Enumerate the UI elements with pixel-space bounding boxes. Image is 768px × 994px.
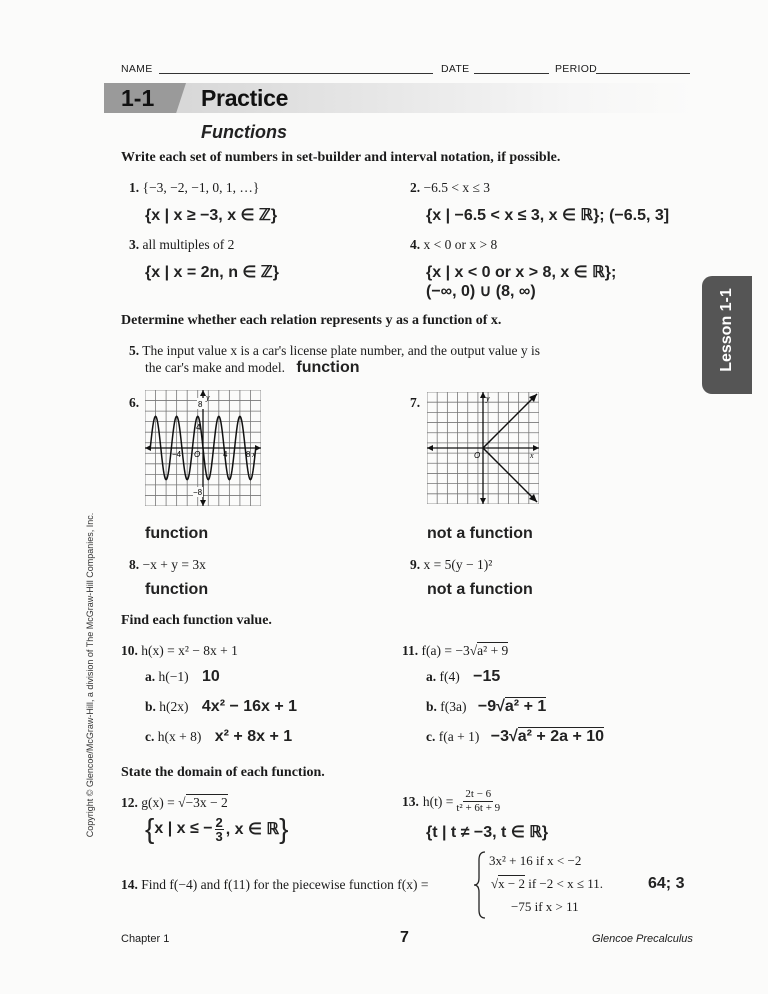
answer-10a: 10: [201, 668, 220, 685]
section-instruction-4: State the domain of each function.: [121, 765, 325, 780]
answer-6: function: [145, 525, 209, 542]
answer-12-text-end: , x ∈ ℝ: [225, 821, 280, 838]
problem-number: 1.: [129, 180, 140, 195]
answer-14: 64; 3: [648, 875, 685, 892]
piecewise-case-1: 3x² + 16 if x < −2: [489, 853, 582, 868]
answer-12-fraction: [215, 816, 224, 843]
part-label: c.: [145, 729, 155, 744]
answer-4-line-2: (−∞, 0) ∪ (8, ∞): [426, 283, 536, 300]
radical-sign: √: [178, 795, 186, 810]
answer-9: not a function: [427, 581, 533, 598]
answer-10b: 4x² − 16x + 1: [201, 698, 298, 715]
part-label: b.: [145, 699, 156, 714]
part-label: c.: [426, 729, 436, 744]
problem-10b: [145, 698, 297, 716]
lesson-number: 1-1: [121, 85, 155, 111]
problem-4: [410, 237, 497, 253]
period-label: PERIOD: [555, 63, 598, 75]
problem-text: −x + y = 3x: [142, 557, 206, 572]
problem-number: 3.: [129, 237, 140, 252]
problem-text: {−3, −2, −1, 0, 1, …}: [142, 180, 260, 195]
answer-13: {t | t ≠ −3, t ∈ ℝ}: [426, 824, 549, 841]
fraction-denominator: t² + 6t + 9: [456, 802, 501, 814]
problem-14: [121, 877, 429, 893]
problem-12: [121, 795, 228, 811]
problem-number: 8.: [129, 557, 140, 572]
part-label: a.: [145, 669, 156, 684]
answer-7: not a function: [427, 525, 533, 542]
answer-3: {x | x = 2n, n ∈ ℤ}: [145, 264, 279, 281]
graph-6-tick-8y: 8: [198, 400, 203, 409]
problem-13: [402, 788, 500, 815]
footer-chapter: Chapter 1: [121, 933, 170, 945]
graph-6-axis-x-label: x: [252, 450, 256, 459]
right-brace: }: [279, 813, 289, 844]
problem-number: 2.: [410, 180, 421, 195]
answer-coefficient: −3: [490, 728, 509, 745]
period-line[interactable]: [596, 73, 690, 74]
problem-number: 10.: [121, 643, 138, 658]
footer-page-number: 7: [400, 929, 409, 946]
problem-7: [410, 395, 420, 411]
footer-book-title: Glencoe Precalculus: [592, 933, 693, 945]
radical-sign: √: [508, 728, 518, 745]
part-text: h(x + 8): [157, 729, 202, 744]
graph-6-tick-8x: 8: [246, 450, 251, 459]
answer-11b: [478, 698, 546, 715]
date-label: DATE: [441, 63, 470, 75]
part-text: f(4): [439, 669, 460, 684]
problem-11c: [426, 728, 604, 746]
problem-13-fraction: [456, 788, 500, 815]
problem-number: 12.: [121, 795, 138, 810]
answer-10c: x² + 8x + 1: [214, 728, 293, 745]
graph-6-tick-n8y: −8: [193, 488, 203, 497]
answer-12: [145, 813, 288, 845]
graph-7-axis-x-label: x: [530, 451, 534, 460]
answer-1: {x | x ≥ −3, x ∈ ℤ}: [145, 207, 278, 224]
problem-10c: [145, 728, 292, 746]
title-bar: [104, 83, 694, 113]
piecewise-case-3: −75 if x > 11: [511, 899, 579, 914]
name-line[interactable]: [159, 73, 433, 74]
lesson-side-tab-label: Lesson 1-1: [718, 288, 735, 372]
section-instruction-1: Write each set of numbers in set-builder and interval notation, if possible.: [121, 150, 561, 165]
problem-text: f(a) = −3: [421, 643, 470, 658]
problem-text: x < 0 or x > 8: [423, 237, 498, 252]
radicand: a² + 9: [477, 643, 509, 658]
problem-9: [410, 557, 492, 573]
problem-11b: [426, 698, 546, 716]
problem-number: 6.: [129, 395, 140, 410]
problem-8: [129, 557, 206, 573]
radical-sign: √: [496, 698, 505, 715]
problem-text: all multiples of 2: [142, 237, 235, 252]
date-line[interactable]: [474, 73, 549, 74]
piecewise-brace: [473, 850, 487, 920]
graph-7-origin: O: [474, 451, 481, 460]
radicand: a² + 1: [504, 698, 547, 715]
part-text: h(2x): [159, 699, 189, 714]
graph-6-axis-y-label: y: [206, 393, 210, 402]
problem-6: [129, 395, 139, 411]
problem-10: [121, 643, 238, 659]
problem-number: 9.: [410, 557, 421, 572]
problem-3: [129, 237, 234, 253]
graph-6-tick-n4x: −4: [172, 450, 182, 459]
part-label: a.: [426, 669, 437, 684]
copyright-notice: Copyright © Glencoe/McGraw-Hill, a division of The McGraw-Hill Companies, Inc.: [85, 512, 95, 838]
radicand: −3x − 2: [185, 795, 228, 810]
answer-2: {x | −6.5 < x ≤ 3, x ∈ ℝ}; (−6.5, 3]: [426, 207, 670, 224]
graph-7-axis-y-label: y: [486, 394, 490, 403]
fraction-numerator: 2t − 6: [465, 788, 492, 800]
answer-11a: −15: [473, 668, 501, 685]
piecewise-case-2: [491, 876, 603, 892]
answer-4-line-1: {x | x < 0 or x > 8, x ∈ ℝ};: [426, 264, 617, 281]
problem-number: 5.: [129, 343, 140, 358]
radical-sign: √: [491, 876, 499, 891]
problem-text: h(x) = x² − 8x + 1: [141, 643, 238, 658]
problem-number: 11.: [402, 643, 419, 658]
radicand: a² + 2a + 10: [517, 728, 605, 745]
graph-6-origin: O: [194, 450, 201, 459]
part-text: f(a + 1): [438, 729, 480, 744]
part-text: h(−1): [158, 669, 189, 684]
section-instruction-2: Determine whether each relation represents y as a function of x.: [121, 313, 502, 328]
problem-number: 13.: [402, 793, 419, 809]
problem-11a: [426, 668, 500, 686]
graph-6-tick-4x: 4: [223, 450, 228, 459]
answer-coefficient: −9: [477, 698, 497, 715]
page-subtitle: Functions: [201, 122, 287, 142]
problem-11: [402, 643, 508, 659]
problem-text: Find f(−4) and f(11) for the piecewise function f(x) =: [141, 877, 429, 892]
fraction-denominator: 3: [215, 828, 223, 844]
section-instruction-3: Find each function value.: [121, 613, 272, 628]
radical-sign: √: [469, 643, 478, 658]
problem-number: 14.: [121, 877, 138, 892]
case-condition: if −2 < x ≤ 11.: [524, 876, 603, 891]
problem-text: −6.5 < x ≤ 3: [423, 180, 491, 195]
problem-number: 7.: [410, 395, 421, 410]
left-brace: {: [145, 813, 155, 844]
problem-text: The input value x is a car's license plate number, and the output value y is: [142, 343, 541, 358]
graph-6-tick-4y: 4: [196, 423, 201, 432]
problem-text: the car's make and model.: [145, 360, 286, 375]
graph-6: [145, 390, 261, 506]
problem-1: [129, 180, 259, 196]
problem-text: g(x) =: [141, 795, 179, 810]
problem-text: h(t) =: [422, 793, 454, 809]
fraction-numerator: 2: [215, 814, 223, 830]
answer-8: function: [145, 581, 209, 598]
answer-5: function: [296, 359, 360, 376]
part-text: f(3a): [440, 699, 467, 714]
problem-text: x = 5(y − 1)²: [423, 557, 493, 572]
page-title: Practice: [201, 85, 289, 111]
answer-11c: [491, 728, 604, 745]
problem-2: [410, 180, 490, 196]
problem-5-line-2: [145, 359, 359, 377]
graph-7: [427, 392, 539, 504]
name-label: NAME: [121, 63, 153, 75]
problem-10a: [145, 668, 220, 686]
part-label: b.: [426, 699, 437, 714]
problem-5: [129, 343, 540, 359]
radicand: x − 2: [498, 876, 525, 891]
answer-12-text: x | x ≤ −: [154, 820, 213, 837]
problem-number: 4.: [410, 237, 421, 252]
